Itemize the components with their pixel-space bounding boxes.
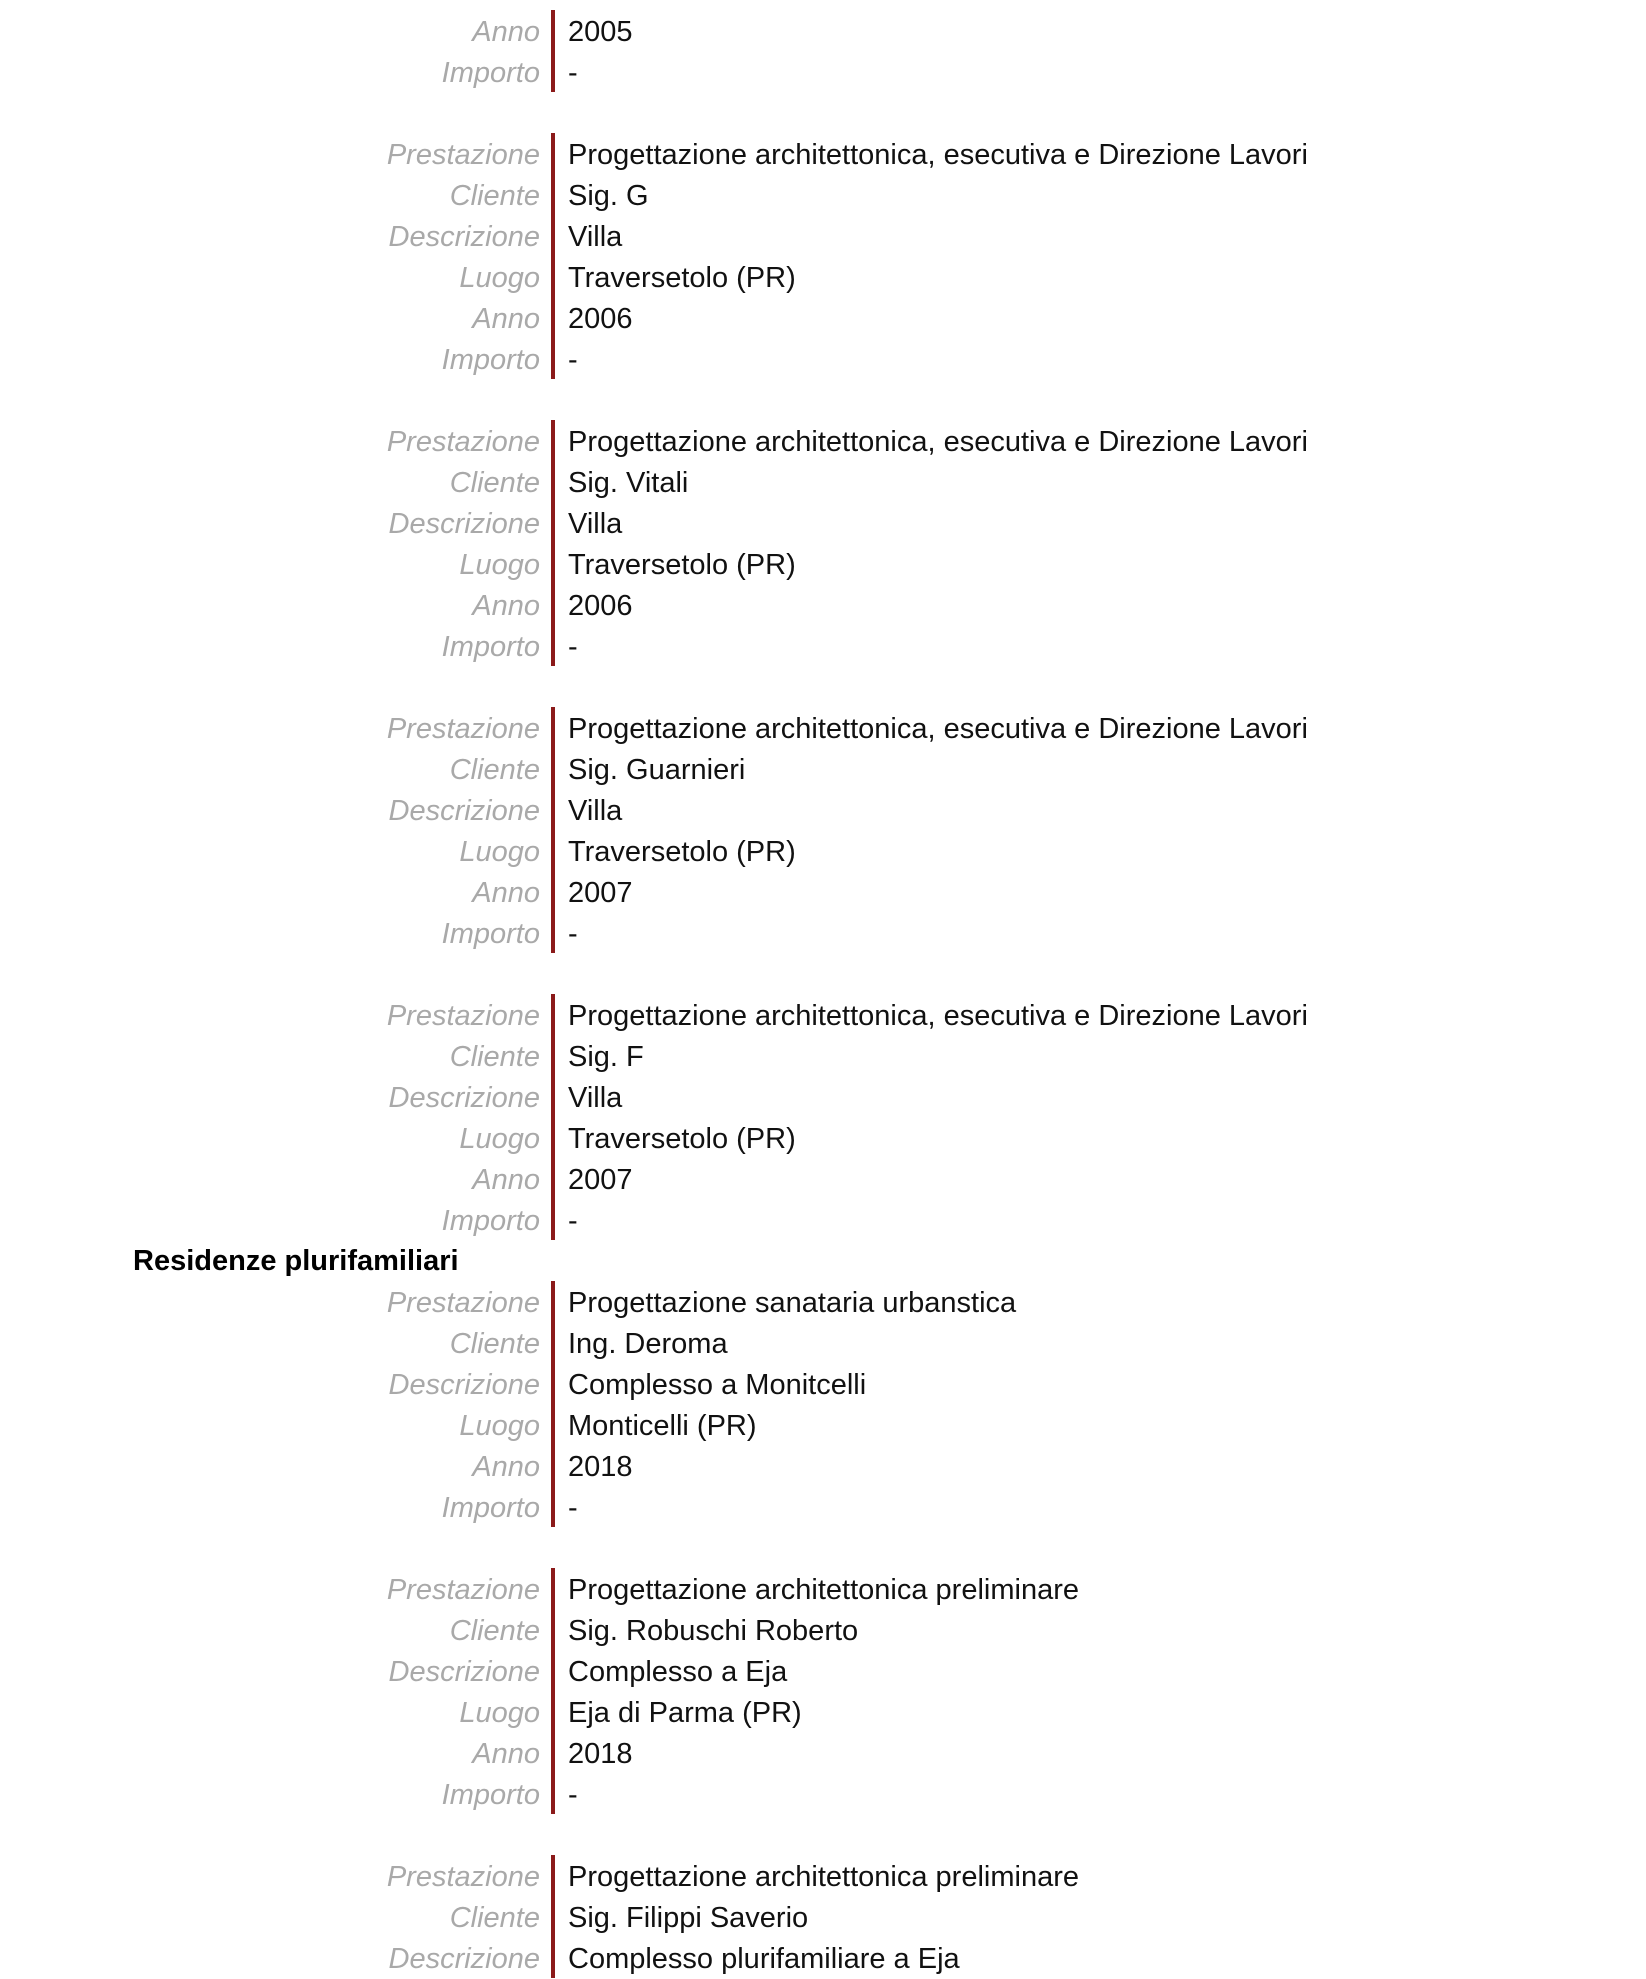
field-value: Progettazione architettonica preliminare [568,1861,1079,1893]
field-label: Anno [472,1164,540,1196]
field-row-descrizione [0,1651,1646,1692]
field-label: Prestazione [386,1574,540,1606]
field-row-cliente [0,462,1646,503]
field-value: 2006 [568,590,633,622]
field-row-luogo [0,544,1646,585]
field-row-anno [0,1159,1646,1200]
field-label: Cliente [449,1902,540,1934]
field-row-prestazione [0,1856,1646,1897]
field-label: Prestazione [386,1287,540,1319]
field-row-anno [0,298,1646,339]
field-value: Villa [568,221,623,253]
field-row-descrizione [0,790,1646,831]
field-row-luogo [0,831,1646,872]
field-value: Eja di Parma (PR) [568,1697,802,1729]
field-value: Ing. Deroma [568,1328,728,1360]
field-value: - [568,57,578,89]
field-label: Importo [441,344,540,376]
field-row-cliente [0,1323,1646,1364]
field-label: Prestazione [386,1861,540,1893]
field-label: Importo [441,1205,540,1237]
field-label: Descrizione [388,795,540,827]
field-label: Cliente [449,180,540,212]
field-value: Sig. F [568,1041,644,1073]
field-row-cliente [0,749,1646,790]
field-row-importo [0,52,1646,93]
field-value: Sig. Guarnieri [568,754,746,786]
field-value: Sig. Filippi Saverio [568,1902,809,1934]
field-label: Cliente [449,1328,540,1360]
vertical-divider-rule [551,133,555,379]
field-value: Traversetolo (PR) [568,836,796,868]
field-row-descrizione [0,1938,1646,1979]
field-label: Anno [472,16,540,48]
field-label: Anno [472,1451,540,1483]
field-value: Villa [568,1082,623,1114]
field-value: - [568,1492,578,1524]
field-label: Descrizione [388,1943,540,1975]
field-label: Descrizione [388,1656,540,1688]
vertical-divider-rule [551,1568,555,1814]
field-label: Importo [441,57,540,89]
field-row-luogo [0,257,1646,298]
field-row-prestazione [0,134,1646,175]
field-label: Prestazione [386,713,540,745]
field-value: Complesso a Monitcelli [568,1369,867,1401]
field-label: Luogo [459,1697,540,1729]
field-row-prestazione [0,708,1646,749]
field-row-descrizione [0,1077,1646,1118]
section-heading: Residenze plurifamiliari [133,1245,459,1277]
field-label: Descrizione [388,221,540,253]
vertical-divider-rule [551,1281,555,1527]
field-value: Complesso plurifamiliare a Eja [568,1943,960,1975]
vertical-divider-rule [551,994,555,1240]
field-label: Importo [441,918,540,950]
field-label: Luogo [459,1410,540,1442]
field-value: Traversetolo (PR) [568,1123,796,1155]
field-row-importo [0,1774,1646,1815]
field-label: Prestazione [386,139,540,171]
field-value: 2018 [568,1738,633,1770]
field-value: 2007 [568,1164,633,1196]
field-value: Progettazione architettonica, esecutiva e Direzione Lavori [568,1000,1308,1032]
field-row-anno [0,11,1646,52]
field-row-anno [0,1733,1646,1774]
field-label: Importo [441,631,540,663]
field-label: Luogo [459,262,540,294]
field-row-luogo [0,1405,1646,1446]
field-value: Traversetolo (PR) [568,549,796,581]
field-label: Cliente [449,754,540,786]
field-row-luogo [0,1692,1646,1733]
field-value: Progettazione architettonica preliminare [568,1574,1079,1606]
field-label: Cliente [449,467,540,499]
field-label: Luogo [459,1123,540,1155]
field-value: - [568,631,578,663]
field-row-descrizione [0,1364,1646,1405]
field-value: Progettazione architettonica, esecutiva e Direzione Lavori [568,713,1308,745]
field-label: Luogo [459,836,540,868]
field-row-descrizione [0,503,1646,544]
field-row-importo [0,1487,1646,1528]
field-value: Progettazione architettonica, esecutiva e Direzione Lavori [568,139,1308,171]
field-label: Anno [472,1738,540,1770]
field-label: Importo [441,1779,540,1811]
field-row-importo [0,913,1646,954]
field-value: Monticelli (PR) [568,1410,757,1442]
field-row-prestazione [0,1282,1646,1323]
field-label: Prestazione [386,1000,540,1032]
vertical-divider-rule [551,10,555,92]
field-label: Cliente [449,1041,540,1073]
field-row-luogo [0,1118,1646,1159]
field-value: - [568,344,578,376]
field-label: Descrizione [388,508,540,540]
field-label: Anno [472,303,540,335]
field-label: Luogo [459,549,540,581]
field-label: Importo [441,1492,540,1524]
field-value: Villa [568,508,623,540]
field-value: - [568,1205,578,1237]
field-row-anno [0,585,1646,626]
field-row-prestazione [0,995,1646,1036]
field-row-cliente [0,1897,1646,1938]
field-label: Anno [472,877,540,909]
field-value: - [568,918,578,950]
vertical-divider-rule [551,707,555,953]
field-row-importo [0,626,1646,667]
field-value: Traversetolo (PR) [568,262,796,294]
field-value: Complesso a Eja [568,1656,788,1688]
field-value: Sig. Vitali [568,467,689,499]
field-value: 2007 [568,877,633,909]
field-value: 2006 [568,303,633,335]
field-label: Descrizione [388,1082,540,1114]
field-row-anno [0,1446,1646,1487]
field-row-importo [0,339,1646,380]
field-value: 2005 [568,16,633,48]
field-value: Sig. G [568,180,649,212]
field-value: Sig. Robuschi Roberto [568,1615,859,1647]
field-row-prestazione [0,1569,1646,1610]
field-row-anno [0,872,1646,913]
field-value: Progettazione architettonica, esecutiva e Direzione Lavori [568,426,1308,458]
field-row-prestazione [0,421,1646,462]
field-row-descrizione [0,216,1646,257]
field-label: Anno [472,590,540,622]
field-value: Villa [568,795,623,827]
vertical-divider-rule [551,420,555,666]
field-value: Progettazione sanataria urbanstica [568,1287,1017,1319]
field-row-cliente [0,175,1646,216]
field-row-cliente [0,1036,1646,1077]
field-label: Cliente [449,1615,540,1647]
field-value: - [568,1779,578,1811]
field-row-cliente [0,1610,1646,1651]
field-value: 2018 [568,1451,633,1483]
vertical-divider-rule [551,1855,555,1978]
field-label: Descrizione [388,1369,540,1401]
field-label: Prestazione [386,426,540,458]
field-row-importo [0,1200,1646,1241]
